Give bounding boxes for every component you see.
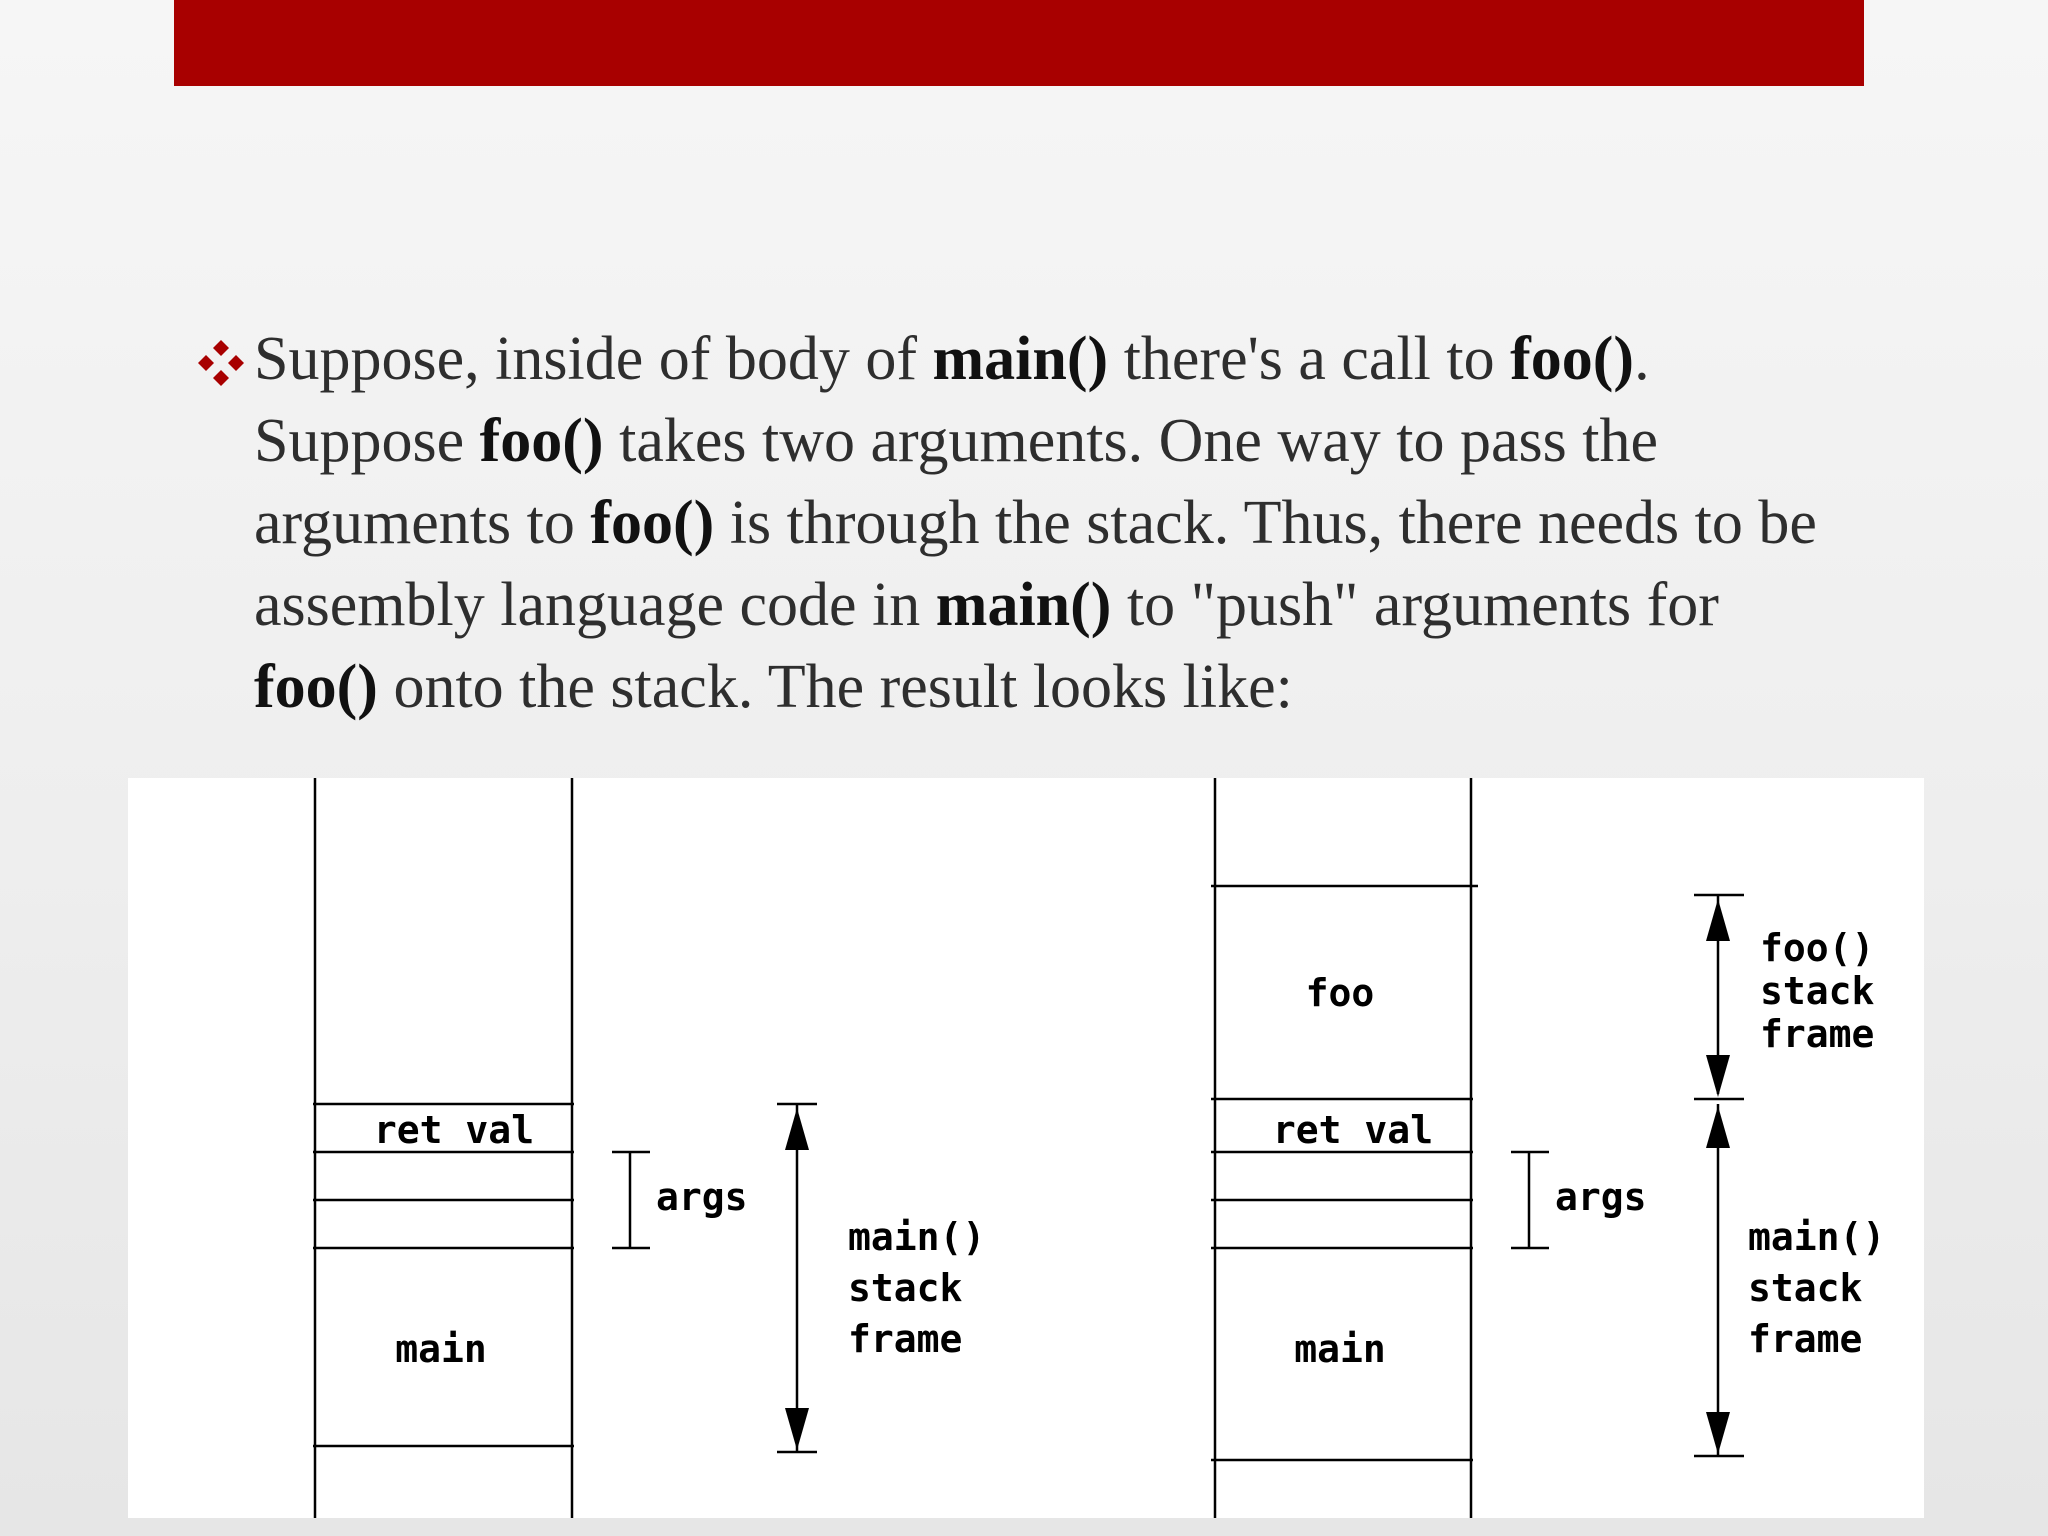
left-frame-label-line3: frame <box>848 1317 963 1361</box>
foo-frame-label-line2: stack <box>1760 969 1875 1013</box>
bullet-text-segment: is through the stack. Thus, there needs to be assembly language code in <box>254 489 1817 639</box>
bullet-text <box>254 318 1856 728</box>
bullet-text-segment: Suppose, inside of body of <box>254 325 933 393</box>
bullet-text-segment: to "push" arguments for <box>1111 571 1719 639</box>
bullet-text-segment: . Suppose <box>254 325 1650 475</box>
left-frame-label-line2: stack <box>848 1266 963 1310</box>
bullet-text-bold-segment: main() <box>935 571 1112 639</box>
title-bar <box>174 0 1864 86</box>
right-ret-val-label: ret val <box>1272 1108 1434 1152</box>
right-foo-label: foo <box>1305 971 1375 1015</box>
left-ret-val-label: ret val <box>373 1108 535 1152</box>
bullet-text-bold-segment: foo() <box>479 407 604 475</box>
right-frame-label-line1: main() <box>1748 1215 1886 1259</box>
left-frame-label-line1: main() <box>848 1215 986 1259</box>
bullet-text-bold-segment: foo() <box>590 489 715 557</box>
right-args-label: args <box>1555 1175 1647 1219</box>
foo-frame-label-line1: foo() <box>1760 926 1875 970</box>
foo-frame-label-line3: frame <box>1760 1012 1875 1056</box>
right-frame-label-line2: stack <box>1748 1266 1863 1310</box>
bullet-text-segment: takes two arguments. One way to pass the arguments to <box>254 407 1658 557</box>
left-main-label: main <box>395 1327 487 1371</box>
stack-diagram <box>128 778 1924 1518</box>
bullet-text-bold-segment: foo() <box>254 653 378 721</box>
left-args-label: args <box>656 1175 748 1219</box>
stack-diagram-svg <box>128 778 1924 1518</box>
bullet-text-segment: onto the stack. The result looks like: <box>377 653 1293 721</box>
right-frame-label-line3: frame <box>1748 1317 1863 1361</box>
right-main-label: main <box>1294 1327 1386 1371</box>
bullet-text-bold-segment: foo() <box>1510 325 1635 393</box>
bullet-point <box>196 318 1856 728</box>
diamond-bullet-icon <box>196 338 246 388</box>
bullet-text-bold-segment: main() <box>932 325 1109 393</box>
bullet-text-segment: there's a call to <box>1108 325 1511 393</box>
